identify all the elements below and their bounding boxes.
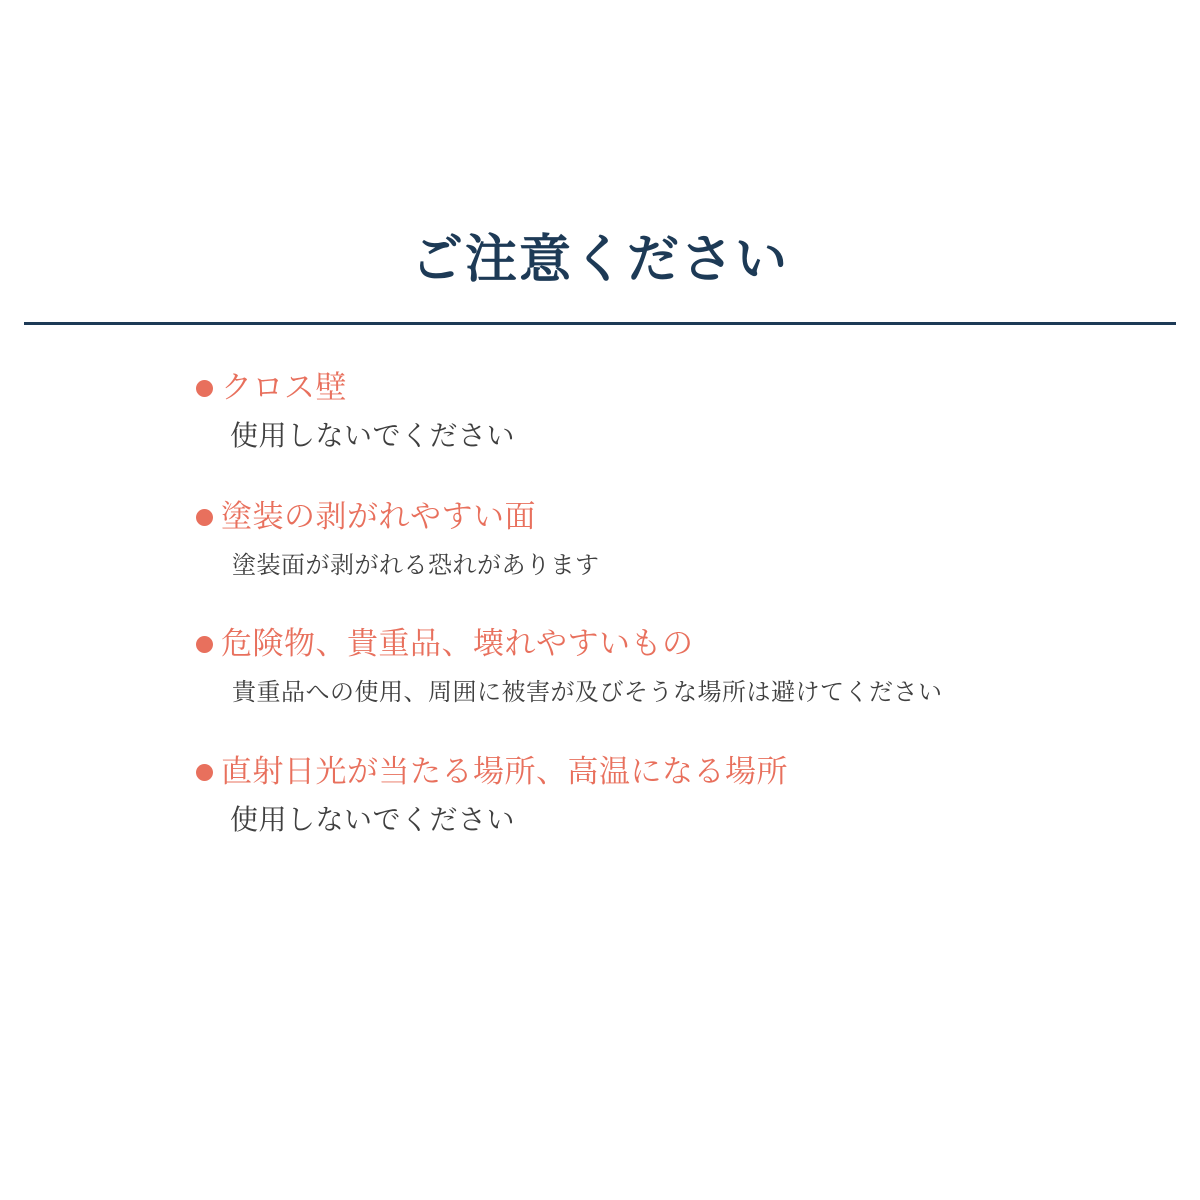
bullet-icon <box>196 509 213 526</box>
notice-description: 使用しないでください <box>230 418 516 452</box>
notice-heading: 塗装の剥がれやすい面 <box>221 499 536 536</box>
notice-heading-row <box>196 752 1096 794</box>
notice-heading: 危険物、貴重品、壊れやすいもの <box>221 626 694 663</box>
bullet-icon <box>196 636 213 653</box>
notice-list <box>196 368 1096 881</box>
notice-description: 使用しないでください <box>230 802 516 836</box>
notice-heading: クロス壁 <box>221 370 347 406</box>
notice-heading-row <box>196 624 1096 666</box>
notice-heading: 直射日光が当たる場所、高温になる場所 <box>221 753 788 790</box>
bullet-icon <box>196 380 213 397</box>
list-item <box>196 497 1096 582</box>
notice-description: 塗装面が剥がれる恐れがあります <box>232 550 600 579</box>
page-title: ご注意ください <box>410 230 789 290</box>
list-item <box>196 752 1096 839</box>
title-divider <box>24 322 1176 325</box>
list-item <box>196 624 1096 709</box>
list-item <box>196 368 1096 455</box>
notice-heading-row <box>196 368 1096 410</box>
notice-heading-row <box>196 497 1096 539</box>
bullet-icon <box>196 764 213 781</box>
notice-description: 貴重品への使用、周囲に被害が及びそうな場所は避けてください <box>232 678 943 707</box>
